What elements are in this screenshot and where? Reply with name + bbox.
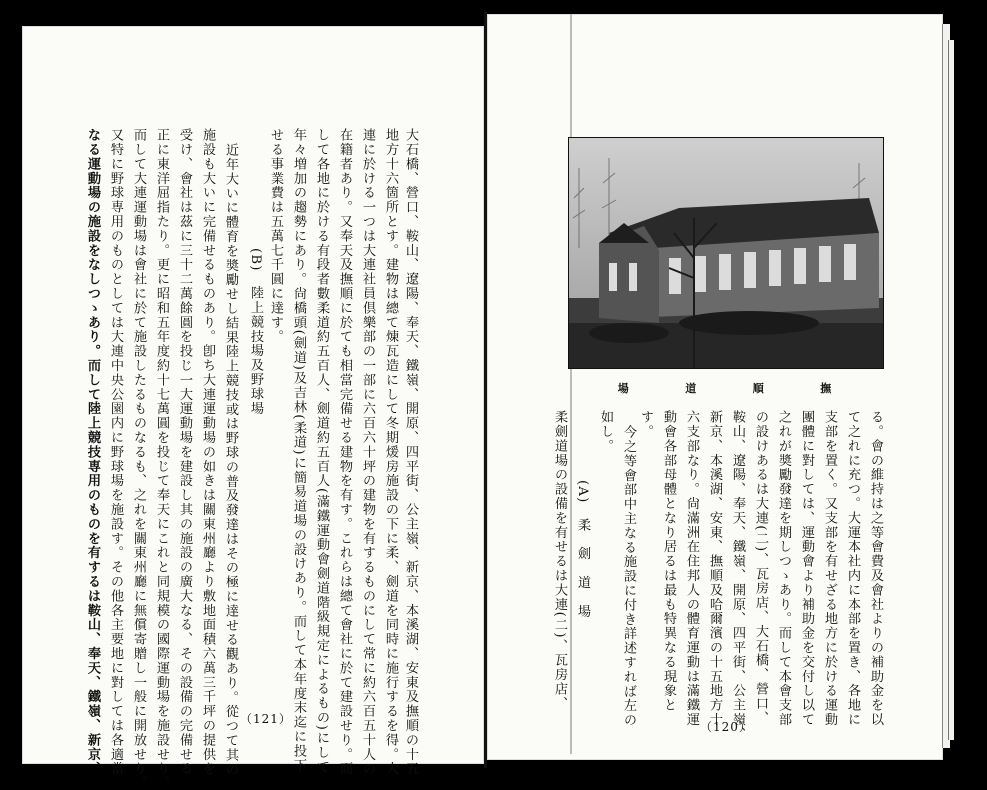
text-column: の設けあるは大連(二)、瓦房店、大石橋、營口、 (753, 410, 768, 726)
left-page-number: （121） (240, 712, 292, 726)
text-column: 又特に野球専用のものとしては大連中央公園内に野球場を施設す。その他各主要地に對しては各適當 (108, 128, 123, 776)
text-column: て之れに充つ。大運本社内に本部を置き、各地に (845, 410, 860, 727)
text-column: す。 (638, 410, 653, 439)
text-column: 今之等會部中主なる施設に付き詳述すれば左の (621, 425, 636, 728)
right-page-number: （120） (700, 720, 752, 734)
text-column: 團體に對しては、運動會より補助金を交付し以て (799, 410, 814, 727)
book-fold (484, 12, 487, 768)
text-column: 如し。 (598, 410, 613, 454)
text-column: 在籍者あり。又奉天及撫順に於ても相當完備せる建物を有す。これらは總て會社に於て建設せり。而 (337, 128, 352, 776)
text-column: 而して大連運動場は會社に於て施設したるものなるも、之れを關東州廳に無償寄贈し一般に開放せり。 (131, 128, 146, 790)
text-column: (B) 陸上競技場及野球場 (248, 248, 263, 416)
caption-char: 撫 (820, 382, 833, 395)
text-column: 年々増加の趨勢にあり。尙橋頭(劍道)及吉林(柔道)に簡易道場の設けあり。而して本年度末迄に投下 (291, 128, 306, 773)
photo-caption (590, 380, 860, 396)
text-column: 支部を置く。又支部を有せざる地方に於ける運動 (822, 410, 837, 727)
caption-char: 順 (752, 382, 765, 395)
text-column: なる運動場の施設をなしつゝあり。而して陸上競技専用のものを有するは鞍山、奉天、鐵嶺、新京、 (85, 128, 100, 776)
caption-char: 場 (617, 382, 630, 395)
text-column: して各地に於ける有段者數柔道約五百人、劍道約五百人(滿鐵運動會劍道階級規定によるもの)にして (314, 128, 329, 775)
caption-char: 道 (685, 382, 698, 395)
text-column: 正に東洋屈指たり。更に昭和五年度約十七萬圓を投じて奉天にこれと同規模の國際運動場を施設せり。 (154, 128, 169, 790)
text-column: 新京、本溪湖、安東、撫順及哈爾濱の十五地方十 (707, 410, 722, 727)
text-column: 地方十六箇所とす。建物は總て煉瓦造にして冬期煖房施設の下に柔、劍道を同時に施行するを得。大 (383, 128, 398, 776)
text-column: せる事業費は五萬七千圓に達す。 (268, 128, 283, 344)
text-column: 六支部なり。尙滿洲在住邦人の體育運動は滿鐵運 (684, 410, 699, 727)
page-edge (948, 40, 954, 740)
page-crease-line (570, 14, 572, 754)
text-column: 之れが奬勵發達を期しつゝあり。而して本會支部 (776, 410, 791, 727)
text-column: 大石橋、營口、鞍山、遼陽、奉天、鐵嶺、開原、四平街、公主嶺、新京、本溪湖、安東及撫順の十五 (403, 128, 418, 776)
text-column: 施設も大いに完備せるものあり。卽ち大連運動場の如きは關東州廳より敷地面積六萬三千坪の提供を (200, 128, 215, 776)
text-column: る。會の維持は之等會費及會社よりの補助金を以 (868, 410, 883, 727)
text-column: 動會各部母體となり居るは最も特異なる現象と (661, 410, 676, 713)
text-column: 受け、會社は茲に三十二萬餘圓を投じ一大運動場を建設し其の施設の廣大なる、その設備の完備せる (177, 128, 192, 776)
text-column: 鞍山、遼陽、奉天、鐵嶺、開原、四平街、公主嶺、 (730, 410, 745, 742)
dojo-photo (568, 137, 884, 369)
text-column: (A) 柔 劍 道 場 (575, 480, 590, 619)
text-column: 柔劍道場の設備を有せるは大連(二)、瓦房店、 (552, 410, 567, 711)
text-column: 近年大いに體育を奬勵せし結果陸上競技或は野球の普及發達はその極に達せる觀あり。從つて其の (223, 143, 238, 777)
text-column: 連に於ける一つは大連社員倶樂部の一部に六百六十坪の建物を有するものにして常に約六百五十人の (360, 128, 375, 776)
